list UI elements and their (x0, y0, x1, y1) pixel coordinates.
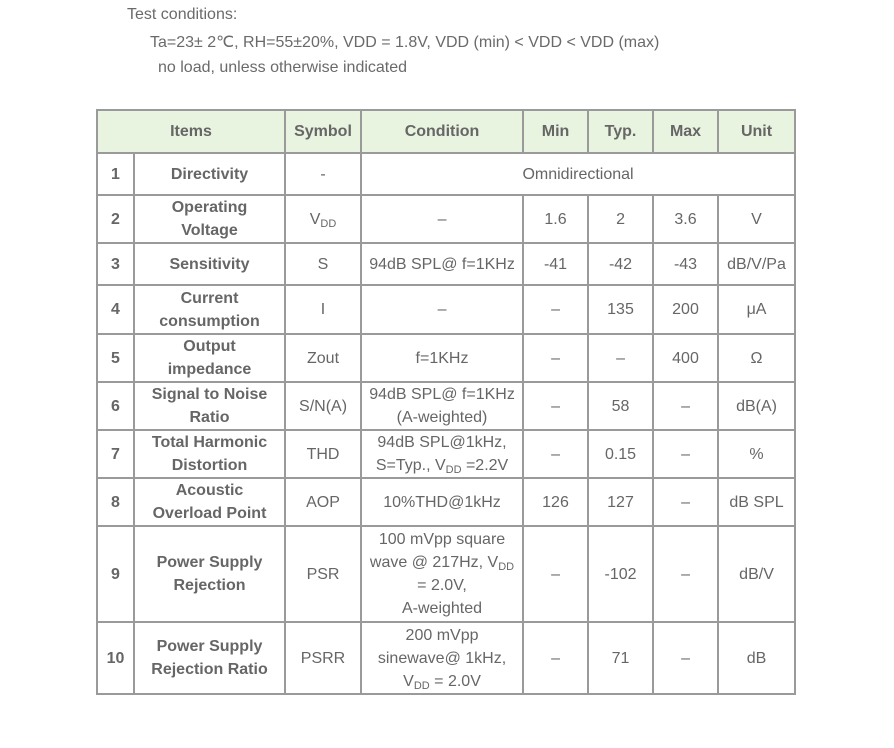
row-item-line: Rejection Ratio (151, 661, 268, 678)
row-item-line: Distortion (171, 457, 248, 474)
row-item-line: Current (180, 289, 239, 307)
row-number: 5 (97, 334, 134, 382)
row-typ: -42 (588, 243, 653, 285)
row-item-line: Power Supply (156, 554, 263, 571)
condition-line (364, 670, 520, 693)
row-max: – (653, 382, 718, 430)
row-condition: – (361, 285, 523, 334)
row-typ: – (588, 334, 653, 382)
row-item-line: Output (183, 338, 236, 355)
row-unit: dB(A) (718, 382, 795, 430)
row-condition (361, 430, 523, 478)
row-typ: 0.15 (588, 430, 653, 478)
table-row (97, 334, 795, 382)
row-typ: 2 (588, 195, 653, 243)
condition-line: (A-weighted) (396, 409, 488, 426)
row-item-line: Total Harmonic (151, 434, 268, 451)
row-item-line: consumption (159, 312, 260, 330)
row-number: 6 (97, 382, 134, 430)
header-min: Min (523, 110, 588, 153)
test-conditions-line-1: Ta=23± 2℃, RH=55±20%, VDD = 1.8V, VDD (min) < VDD < VDD (max) (150, 34, 660, 51)
row-item (134, 430, 285, 478)
row-unit: Ω (718, 334, 795, 382)
row-condition (361, 382, 523, 430)
row-item-line: Power Supply (156, 638, 263, 655)
header-symbol: Symbol (285, 110, 361, 153)
row-max: -43 (653, 243, 718, 285)
row-unit: μA (718, 285, 795, 334)
row-symbol: - (285, 153, 361, 195)
row-unit: dB SPL (718, 478, 795, 526)
row-typ: 71 (588, 622, 653, 694)
row-typ: -102 (588, 526, 653, 622)
table-row (97, 153, 795, 195)
row-typ: 135 (588, 285, 653, 334)
row-number: 3 (97, 243, 134, 285)
row-symbol: PSR (285, 526, 361, 622)
condition-text: =2.2V (461, 457, 509, 474)
row-min: – (523, 334, 588, 382)
condition-text: = 2.0V (429, 672, 481, 690)
condition-line: 94dB SPL@1kHz, (377, 434, 507, 451)
table-header-row (97, 110, 795, 153)
row-item (134, 195, 285, 243)
row-symbol: S (285, 243, 361, 285)
row-number: 2 (97, 195, 134, 243)
row-number: 9 (97, 526, 134, 622)
condition-line: A-weighted (401, 600, 483, 617)
row-item-line: Overload Point (152, 505, 267, 522)
row-condition: f=1KHz (361, 334, 523, 382)
row-number: 7 (97, 430, 134, 478)
condition-subscript: DD (445, 464, 462, 476)
row-min: – (523, 285, 588, 334)
row-typ: 127 (588, 478, 653, 526)
row-min: – (523, 526, 588, 622)
condition-line: 200 mVpp (405, 626, 479, 644)
row-item (134, 382, 285, 430)
row-max: – (653, 526, 718, 622)
table-row (97, 243, 795, 285)
row-max: – (653, 622, 718, 694)
row-condition: 94dB SPL@ f=1KHz (361, 243, 523, 285)
row-max: 400 (653, 334, 718, 382)
row-unit: dB/V (718, 526, 795, 622)
row-unit: % (718, 430, 795, 478)
row-number: 1 (97, 153, 134, 195)
row-number: 10 (97, 622, 134, 694)
row-condition: – (361, 195, 523, 243)
condition-line: 94dB SPL@ f=1KHz (369, 386, 515, 403)
header-typ: Typ. (588, 110, 653, 153)
row-item-line: Operating (171, 199, 248, 216)
row-max: – (653, 430, 718, 478)
row-symbol: I (285, 285, 361, 334)
test-conditions-title: Test conditions: (127, 6, 238, 23)
row-item-line: Voltage (181, 222, 238, 239)
row-min: 126 (523, 478, 588, 526)
row-item (134, 334, 285, 382)
table-row (97, 622, 795, 694)
header-condition: Condition (361, 110, 523, 153)
row-item (134, 478, 285, 526)
row-min: 1.6 (523, 195, 588, 243)
symbol-subscript: DD (320, 217, 337, 230)
row-symbol: Zout (285, 334, 361, 382)
row-symbol: S/N(A) (285, 382, 361, 430)
table-row (97, 382, 795, 430)
table-row (97, 430, 795, 478)
condition-line: 100 mVpp square (378, 531, 506, 548)
condition-text: V (403, 672, 414, 690)
row-max: 200 (653, 285, 718, 334)
condition-text: wave @ 217Hz, V (369, 554, 499, 571)
condition-line: = 2.0V, (417, 577, 467, 594)
condition-line: sinewave@ 1kHz, (377, 649, 507, 667)
condition-text: S=Typ., V (375, 457, 446, 474)
spec-table (96, 109, 796, 695)
row-condition (361, 526, 523, 622)
row-number: 8 (97, 478, 134, 526)
row-min: – (523, 622, 588, 694)
table-row (97, 285, 795, 334)
row-item-line: impedance (167, 361, 252, 378)
condition-subscript: DD (413, 679, 430, 692)
header-unit: Unit (718, 110, 795, 153)
header-items: Items (97, 110, 285, 153)
row-number: 4 (97, 285, 134, 334)
row-min: – (523, 430, 588, 478)
row-condition (361, 622, 523, 694)
row-symbol (285, 195, 361, 243)
row-symbol: PSRR (285, 622, 361, 694)
row-item-line: Signal to Noise (151, 386, 268, 403)
row-item (134, 285, 285, 334)
symbol-text: V (309, 210, 321, 228)
row-item-line: Acoustic (175, 482, 244, 499)
row-item-line: Rejection (173, 577, 246, 594)
row-merged-value: Omnidirectional (361, 153, 795, 195)
table-row (97, 478, 795, 526)
row-min: – (523, 382, 588, 430)
row-symbol: THD (285, 430, 361, 478)
row-item: Directivity (134, 153, 285, 195)
row-unit: dB/V/Pa (718, 243, 795, 285)
row-symbol: AOP (285, 478, 361, 526)
condition-line (364, 551, 520, 574)
table-row (97, 195, 795, 243)
row-item-line: Ratio (189, 409, 230, 426)
row-item (134, 622, 285, 694)
row-unit: V (718, 195, 795, 243)
row-unit: dB (718, 622, 795, 694)
condition-line (364, 454, 520, 477)
row-item: Sensitivity (134, 243, 285, 285)
row-min: -41 (523, 243, 588, 285)
header-max: Max (653, 110, 718, 153)
row-max: – (653, 478, 718, 526)
row-typ: 58 (588, 382, 653, 430)
test-conditions-line-2: no load, unless otherwise indicated (158, 59, 408, 76)
row-max: 3.6 (653, 195, 718, 243)
table-row (97, 526, 795, 622)
row-item (134, 526, 285, 622)
condition-subscript: DD (498, 561, 515, 573)
row-condition: 10%THD@1kHz (361, 478, 523, 526)
